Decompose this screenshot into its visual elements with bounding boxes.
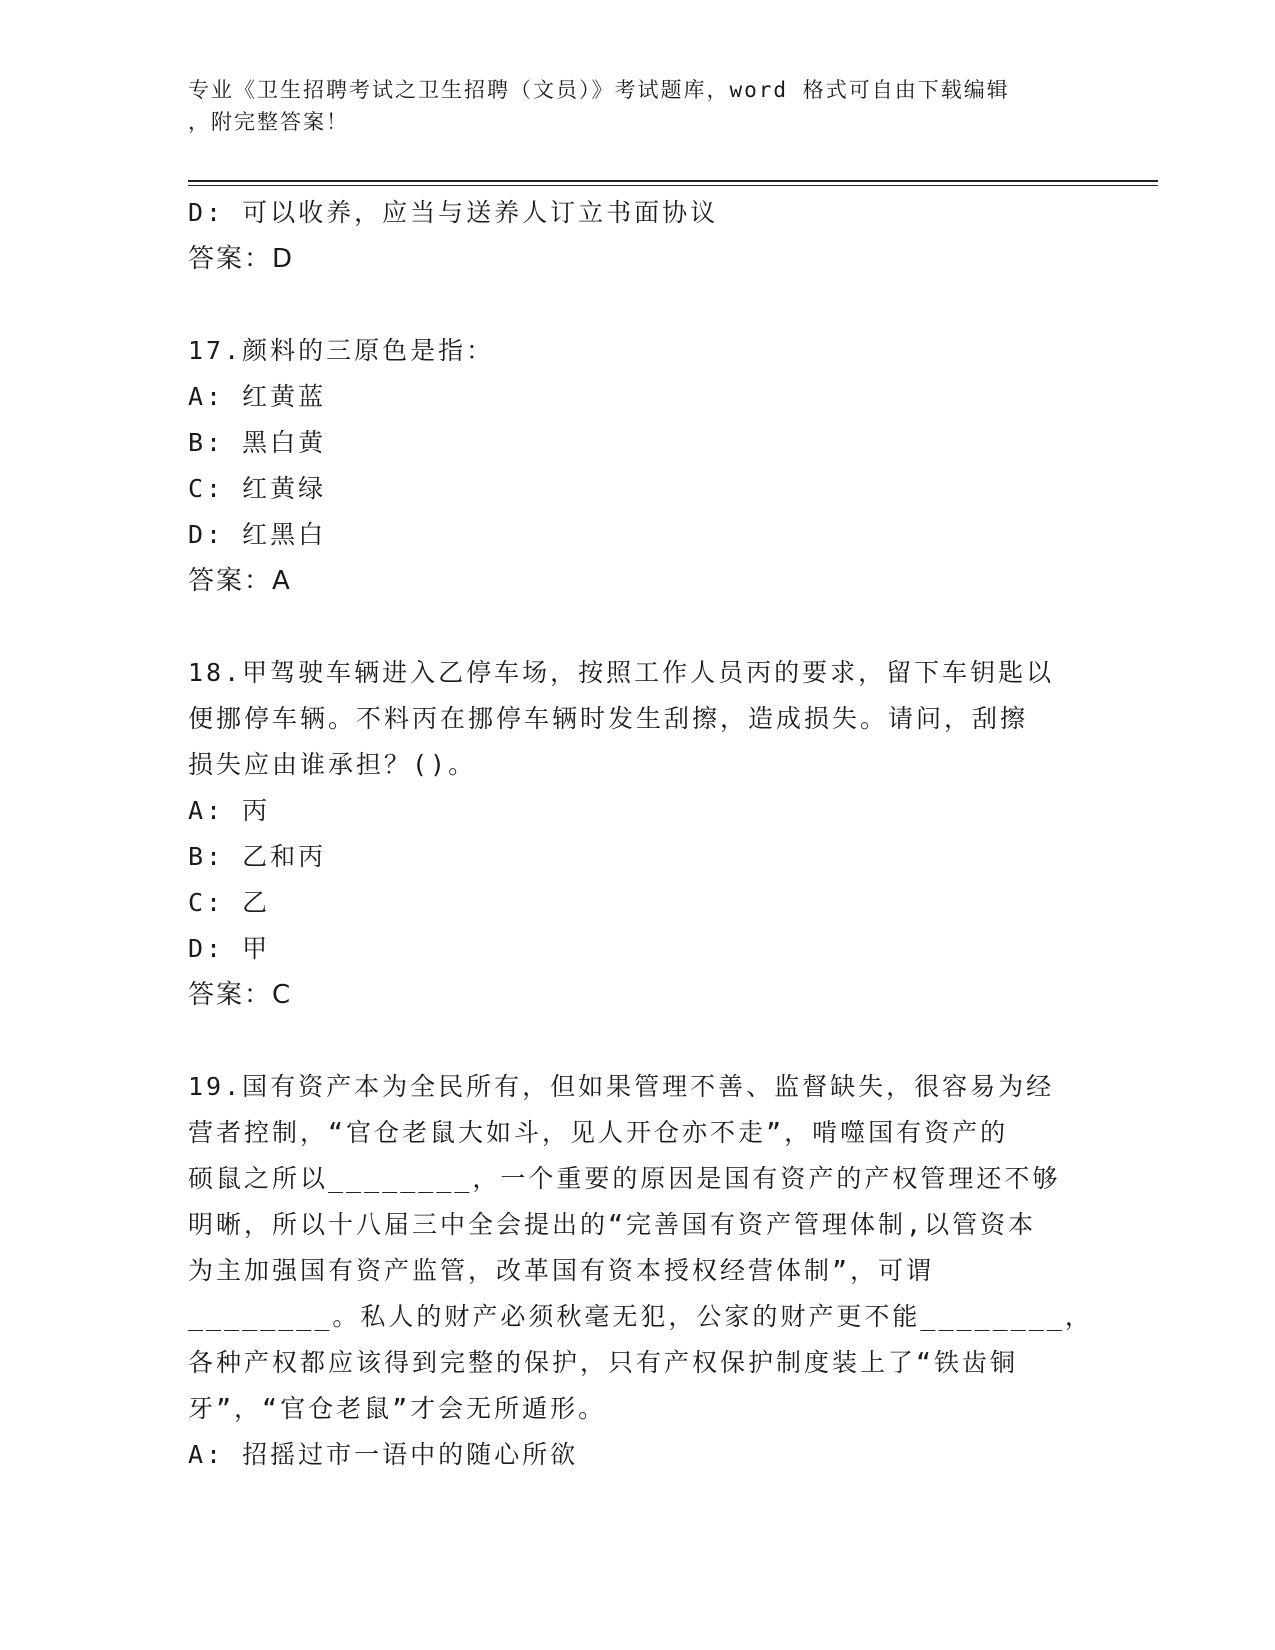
q19-stem-line-1: 19.国有资产本为全民所有，但如果管理不善、监督缺失，很容易为经	[188, 1072, 1055, 1101]
q18-option-c: C: 乙	[188, 888, 271, 917]
q17-answer: 答案：A	[188, 566, 292, 596]
q19-option-a: A: 招摇过市一语中的随心所欲	[188, 1440, 579, 1469]
header-divider-thick	[188, 180, 1158, 182]
q18-stem-line-1: 18.甲驾驶车辆进入乙停车场，按照工作人员丙的要求，留下车钥匙以	[188, 658, 1055, 687]
q19-stem-line-4: 明晰，所以十八届三中全会提出的“完善国有资产管理体制,以管资本	[188, 1210, 1037, 1239]
q18-answer: 答案：C	[188, 980, 293, 1010]
q17-stem: 17.颜料的三原色是指：	[188, 336, 495, 365]
q18-option-b: B: 乙和丙	[188, 842, 327, 871]
header-line-1: 专业《卫生招聘考试之卫生招聘（文员）》考试题库，word 格式可自由下载编辑	[188, 78, 1010, 102]
header-divider-thin	[188, 185, 1158, 186]
spacer	[188, 1018, 1088, 1064]
q19-stem-line-3: 硕鼠之所以________，一个重要的原因是国有资产的产权管理还不够	[188, 1164, 1061, 1193]
q17-option-c: C: 红黄绿	[188, 474, 327, 503]
q18-stem-line-2: 便挪停车辆。不料丙在挪停车辆时发生刮擦，造成损失。请问，刮擦	[188, 704, 1029, 733]
q16-option-d: D: 可以收养，应当与送养人订立书面协议	[188, 198, 719, 227]
q17-option-b: B: 黑白黄	[188, 428, 327, 457]
q19-stem-line-6: ________。私人的财产必须秋毫无犯，公家的财产更不能________，	[188, 1302, 1093, 1331]
q17-option-d: D: 红黑白	[188, 520, 327, 549]
q19-stem-line-7: 各种产权都应该得到完整的保护，只有产权保护制度装上了“铁齿铜	[188, 1348, 1019, 1377]
q16-answer: 答案：D	[188, 244, 295, 274]
q18-option-d: D: 甲	[188, 934, 271, 963]
spacer	[188, 282, 1088, 328]
page-header	[188, 74, 1088, 138]
q18-option-a: A: 丙	[188, 796, 271, 825]
header-line-2: ，附完整答案！	[188, 110, 349, 134]
question-content	[188, 190, 1093, 1478]
q17-option-a: A: 红黄蓝	[188, 382, 327, 411]
spacer	[188, 604, 1088, 650]
q19-stem-line-5: 为主加强国有资产监管，改革国有资本授权经营体制”，可谓	[188, 1256, 935, 1285]
q18-stem-line-3: 损失应由谁承担？()。	[188, 750, 477, 779]
q19-stem-line-2: 营者控制，“官仓老鼠大如斗，见人开仓亦不走”，啃噬国有资产的	[188, 1118, 1009, 1147]
q19-stem-line-8: 牙”，“官仓老鼠”才会无所遁形。	[188, 1394, 607, 1423]
